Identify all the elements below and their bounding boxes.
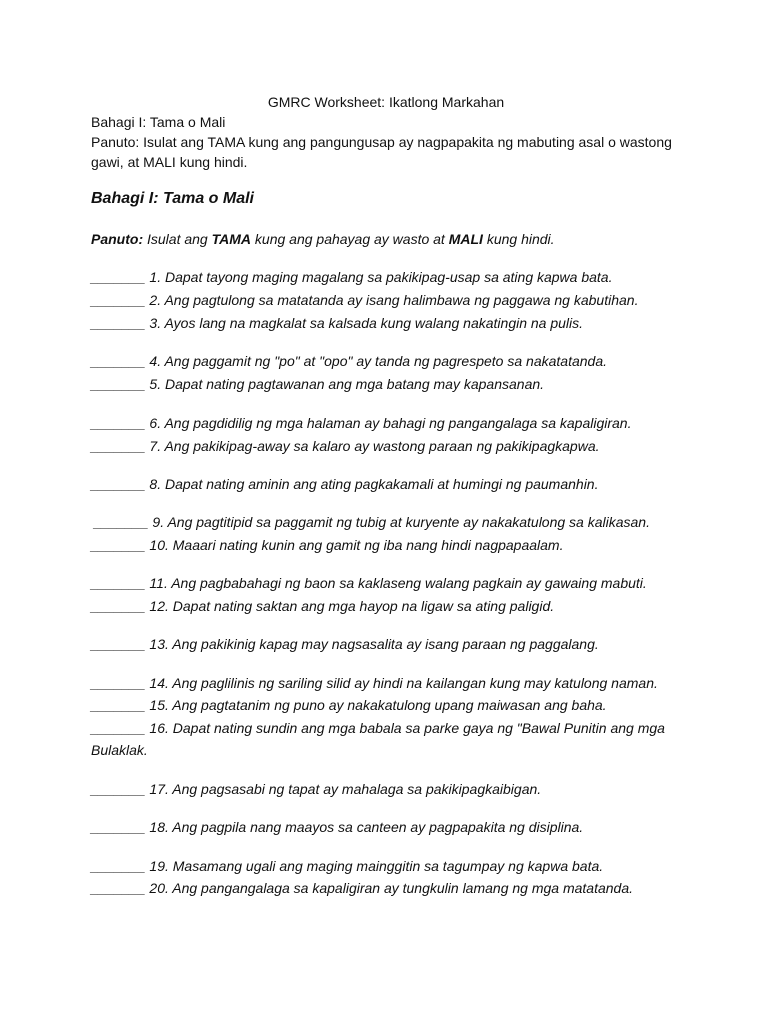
- answer-blank[interactable]: _______: [91, 880, 146, 896]
- item-text: 17. Ang pagsasabi ng tapat ay mahalaga sa pakikipagkaibigan.: [145, 781, 542, 797]
- list-item: [94, 511, 694, 533]
- answer-blank[interactable]: _______: [91, 353, 146, 369]
- item-text: 6. Ang pagdidilig ng mga halaman ay bahagi ng pangangalaga sa kapaligiran.: [145, 415, 632, 431]
- answer-blank[interactable]: _______: [91, 376, 146, 392]
- item-text: 11. Ang pagbabahagi ng baon sa kaklaseng walang pagkain ay gawaing mabuti.: [145, 575, 647, 591]
- header-part-label: Bahagi I: Tama o Mali: [91, 114, 226, 130]
- answer-blank[interactable]: _______: [91, 858, 146, 874]
- item-text: 13. Ang pakikinig kapag may nagsasalita ay isang paraan ng paggalang.: [145, 636, 599, 652]
- instructions-word-mali: MALI: [448, 231, 483, 247]
- item-text: 8. Dapat nating aminin ang ating pagkakamali at humingi ng paumanhin.: [145, 476, 599, 492]
- item-text: 18. Ang pagpila nang maayos sa canteen ay pagpapakita ng disiplina.: [145, 819, 584, 835]
- list-item: [91, 534, 691, 556]
- answer-blank[interactable]: _______: [91, 675, 146, 691]
- header-instructions: Panuto: Isulat ang TAMA kung ang pangungusap ay nagpapakita ng mabuting asal o wastong gawi, at MALI kung hindi.: [91, 134, 672, 170]
- list-item: [91, 350, 691, 372]
- item-text: 12. Dapat nating saktan ang mga hayop na ligaw sa ating paligid.: [145, 598, 555, 614]
- answer-blank[interactable]: _______: [91, 269, 146, 285]
- instructions-text-2: kung ang pahayag ay wasto at: [251, 231, 449, 247]
- list-item: [91, 633, 691, 655]
- instructions-text-3: kung hindi.: [482, 231, 555, 247]
- list-item: [91, 266, 691, 288]
- answer-blank[interactable]: _______: [91, 819, 146, 835]
- answer-blank[interactable]: _______: [91, 537, 146, 553]
- item-text: 7. Ang pakikipag-away sa kalaro ay wastong paraan ng pakikipagkapwa.: [145, 438, 600, 454]
- instructions: [91, 230, 555, 248]
- answer-blank[interactable]: _______: [91, 598, 146, 614]
- list-item: [91, 778, 691, 800]
- section-heading: Bahagi I: Tama o Mali: [91, 190, 254, 207]
- item-text: 2. Ang pagtulong sa matatanda ay isang halimbawa ng paggawa ng kabutihan.: [145, 292, 639, 308]
- answer-blank[interactable]: _______: [91, 315, 146, 331]
- list-item: [91, 412, 691, 434]
- list-item: [91, 595, 691, 617]
- answer-blank[interactable]: _______: [91, 292, 146, 308]
- item-text: 15. Ang pagtatanim ng puno ay nakakatulong upang maiwasan ang baha.: [145, 697, 607, 713]
- list-item: [91, 816, 691, 838]
- list-item: [91, 312, 691, 334]
- instructions-label: Panuto:: [91, 231, 144, 247]
- instructions-word-tama: TAMA: [211, 231, 252, 247]
- list-item: [91, 572, 691, 594]
- answer-blank[interactable]: _______: [91, 476, 146, 492]
- list-item: [91, 435, 691, 457]
- list-item: [91, 694, 691, 716]
- item-text: 16. Dapat nating sundin ang mga babala sa parke gaya ng "Bawal Punitin ang mga Bulaklak.: [91, 720, 665, 758]
- answer-blank[interactable]: _______: [91, 781, 146, 797]
- list-item: [91, 717, 666, 761]
- item-text: 5. Dapat nating pagtawanan ang mga batang may kapansanan.: [145, 376, 545, 392]
- answer-blank[interactable]: _______: [91, 575, 146, 591]
- item-text: 19. Masamang ugali ang maging mainggitin sa tagumpay ng kapwa bata.: [145, 858, 604, 874]
- answer-blank[interactable]: _______: [94, 514, 149, 530]
- answer-blank[interactable]: _______: [91, 415, 146, 431]
- answer-blank[interactable]: _______: [91, 720, 146, 736]
- document-title: GMRC Worksheet: Ikatlong Markahan: [267, 94, 505, 110]
- item-text: 3. Ayos lang na magkalat sa kalsada kung walang nakatingin na pulis.: [145, 315, 584, 331]
- item-text: 14. Ang paglilinis ng sariling silid ay hindi na kailangan kung may katulong naman.: [145, 675, 658, 691]
- list-item: [91, 855, 691, 877]
- item-text: 20. Ang pangangalaga sa kapaligiran ay tungkulin lamang ng mga matatanda.: [145, 880, 634, 896]
- list-item: [91, 473, 691, 495]
- list-item: [91, 877, 691, 899]
- instructions-text-1: Isulat ang: [143, 231, 212, 247]
- item-text: 9. Ang pagtitipid sa paggamit ng tubig at kuryente ay nakakatulong sa kalikasan.: [148, 514, 650, 530]
- list-item: [91, 373, 691, 395]
- list-item: [91, 672, 691, 694]
- item-text: 10. Maaari nating kunin ang gamit ng iba nang hindi nagpapaalam.: [145, 537, 564, 553]
- header-block: [91, 112, 681, 172]
- item-text: 4. Ang paggamit ng "po" at "opo" ay tanda ng pagrespeto sa nakatatanda.: [145, 353, 607, 369]
- answer-blank[interactable]: _______: [91, 636, 146, 652]
- item-text: 1. Dapat tayong maging magalang sa pakikipag-usap sa ating kapwa bata.: [145, 269, 613, 285]
- list-item: [91, 289, 691, 311]
- answer-blank[interactable]: _______: [91, 697, 146, 713]
- answer-blank[interactable]: _______: [91, 438, 146, 454]
